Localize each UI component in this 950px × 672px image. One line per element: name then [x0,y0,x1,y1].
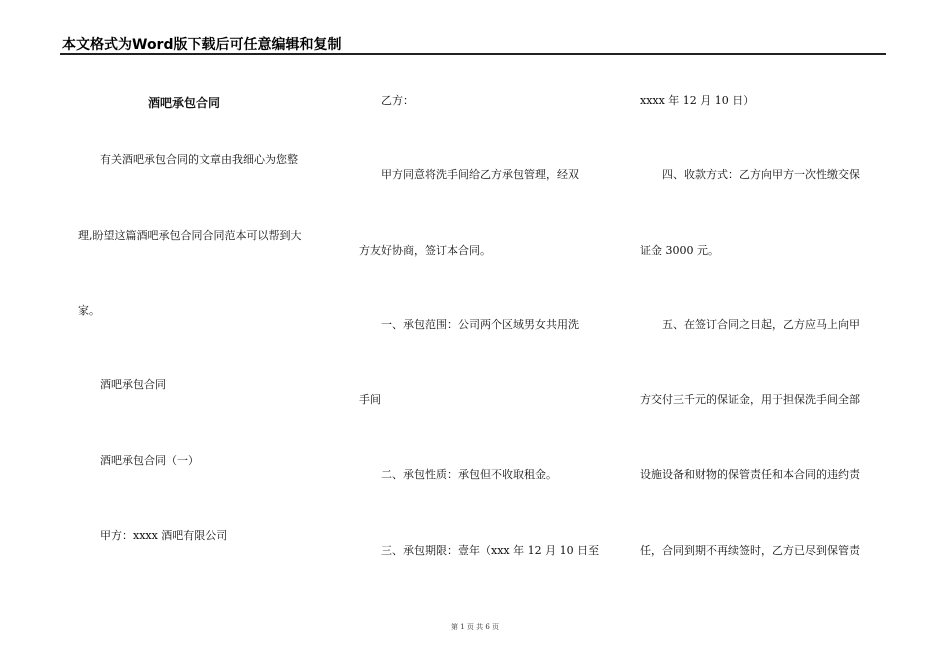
page-number: 第 1 页 共 6 页 [450,623,500,631]
paragraph-line: 酒吧承包合同（一） [100,454,199,467]
text-column-2 [359,0,609,672]
paragraph-line: 乙方： [381,94,414,107]
paragraph-line: 方交付三千元的保证金，用于担保洗手间全部 [640,393,860,406]
paragraph-line: xxxx 年 12 月 10 日） [640,94,755,107]
paragraph-line: 有关酒吧承包合同的文章由我细心为您整 [100,153,298,166]
text-column-1 [78,0,328,672]
paragraph-line: 甲方：xxxx 酒吧有限公司 [100,529,228,542]
paragraph-line: 理,盼望这篇酒吧承包合同合同范本可以帮到大 [78,229,302,242]
paragraph-line: 方友好协商，签订本合同。 [359,244,491,257]
paragraph-line: 二、承包性质：承包但不收取租金。 [381,468,557,481]
paragraph-line: 一、承包范围：公司两个区域男女共用洗 [381,318,579,331]
paragraph-line: 证金 3000 元。 [640,244,719,257]
paragraph-line: 四、收款方式：乙方向甲方一次性缴交保 [662,168,860,181]
text-column-3 [640,0,890,672]
paragraph-line: 手间 [359,393,381,406]
paragraph-line: 设施设备和财物的保管责任和本合同的违约责 [640,468,860,481]
paragraph-line: 任，合同到期不再续签时，乙方已尽到保管责 [640,544,860,557]
paragraph-line: 酒吧承包合同 [100,378,166,391]
paragraph-line: 家。 [78,304,100,317]
paragraph-line: 五、在签订合同之日起，乙方应马上向甲 [662,318,860,331]
document-title: 酒吧承包合同 [148,96,221,110]
paragraph-line: 甲方同意将洗手间给乙方承包管理，经双 [381,168,579,181]
document-banner: 本文格式为Word版下载后可任意编辑和复制 [62,37,342,53]
paragraph-line: 三、承包期限：壹年（xxx 年 12 月 10 日至 [381,544,600,557]
